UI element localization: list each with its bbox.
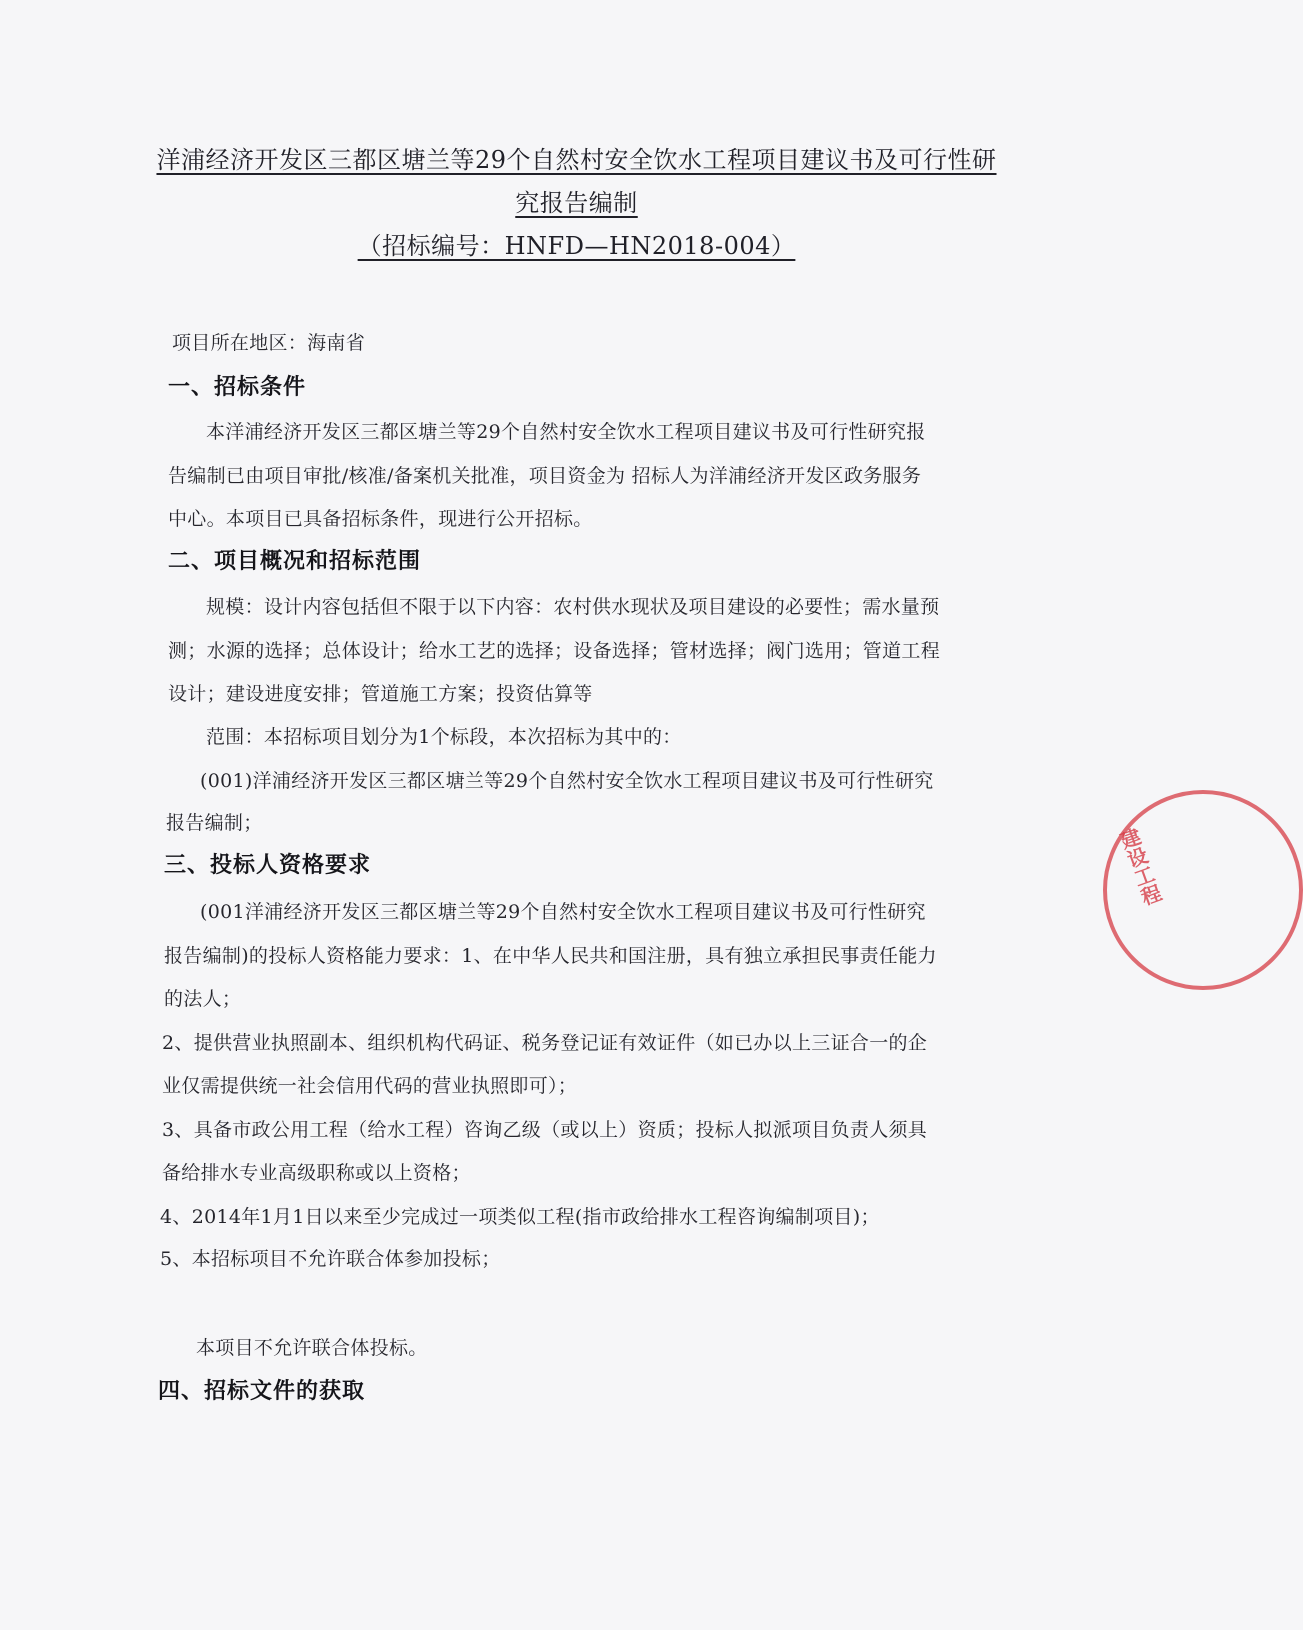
project-location: 项目所在地区：海南省 [172,332,366,354]
seal-text: 建设工程 [1114,825,1165,909]
section-3-line-3: 的法人； [164,988,242,1010]
section-3-line-6: 3、具备市政公用工程（给水工程）咨询乙级（或以上）资质；投标人拟派项目负责人须具 [162,1119,928,1141]
document-title-line-1: 洋浦经济开发区三都区塘兰等29个自然村安全饮水工程项目建议书及可行性研 [156,146,997,174]
section-3-line-1: (001洋浦经济开发区三都区塘兰等29个自然村安全饮水工程项目建议书及可行性研究 [200,901,926,923]
section-3-line-4: 2、提供营业执照副本、组织机构代码证、税务登记证有效证件（如已办以上三证合一的企 [162,1032,928,1054]
section-3-heading: 三、投标人资格要求 [164,852,372,878]
document-title-line-2: 究报告编制 [515,189,638,217]
section-2-line-5: (001)洋浦经济开发区三都区塘兰等29个自然村安全饮水工程项目建议书及可行性研究 [200,770,934,792]
section-1-heading: 一、招标条件 [168,374,307,400]
section-1-line-3: 中心。本项目已具备招标条件，现进行公开招标。 [168,508,593,530]
section-3-line-5: 业仅需提供统一社会信用代码的营业执照即可）； [162,1075,578,1097]
section-3-line-8: 4、2014年1月1日以来至少完成过一项类似工程(指市政给排水工程咨询编制项目)； [160,1206,880,1228]
section-3-line-2: 报告编制)的投标人资格能力要求：1、在中华人民共和国注册，具有独立承担民事责任能力 [164,945,937,967]
section-2-line-4: 范围：本招标项目划分为1个标段，本次招标为其中的： [206,726,682,748]
section-3-note: 本项目不允许联合体投标。 [196,1337,428,1359]
section-3-line-7: 备给排水专业高级职称或以上资格； [162,1162,471,1184]
section-2-heading: 二、项目概况和招标范围 [168,548,422,574]
section-1-line-2: 告编制已由项目审批/核准/备案机关批准，项目资金为 招标人为洋浦经济开发区政务服务 [168,465,922,487]
section-2-line-1: 规模：设计内容包括但不限于以下内容：农村供水现状及项目建设的必要性；需水量预 [206,596,940,618]
section-2-line-6: 报告编制； [166,812,263,834]
section-4-heading: 四、招标文件的获取 [158,1378,366,1404]
bid-number: （招标编号：HNFD—HN2018-004） [357,232,796,260]
section-3-line-9: 5、本招标项目不允许联合体参加投标； [160,1248,501,1270]
section-1-line-1: 本洋浦经济开发区三都区塘兰等29个自然村安全饮水工程项目建议书及可行性研究报 [206,421,926,443]
section-2-line-2: 测；水源的选择；总体设计；给水工艺的选择；设备选择；管材选择；阀门选用；管道工程 [168,640,941,662]
section-2-line-3: 设计；建设进度安排；管道施工方案；投资估算等 [168,683,593,705]
